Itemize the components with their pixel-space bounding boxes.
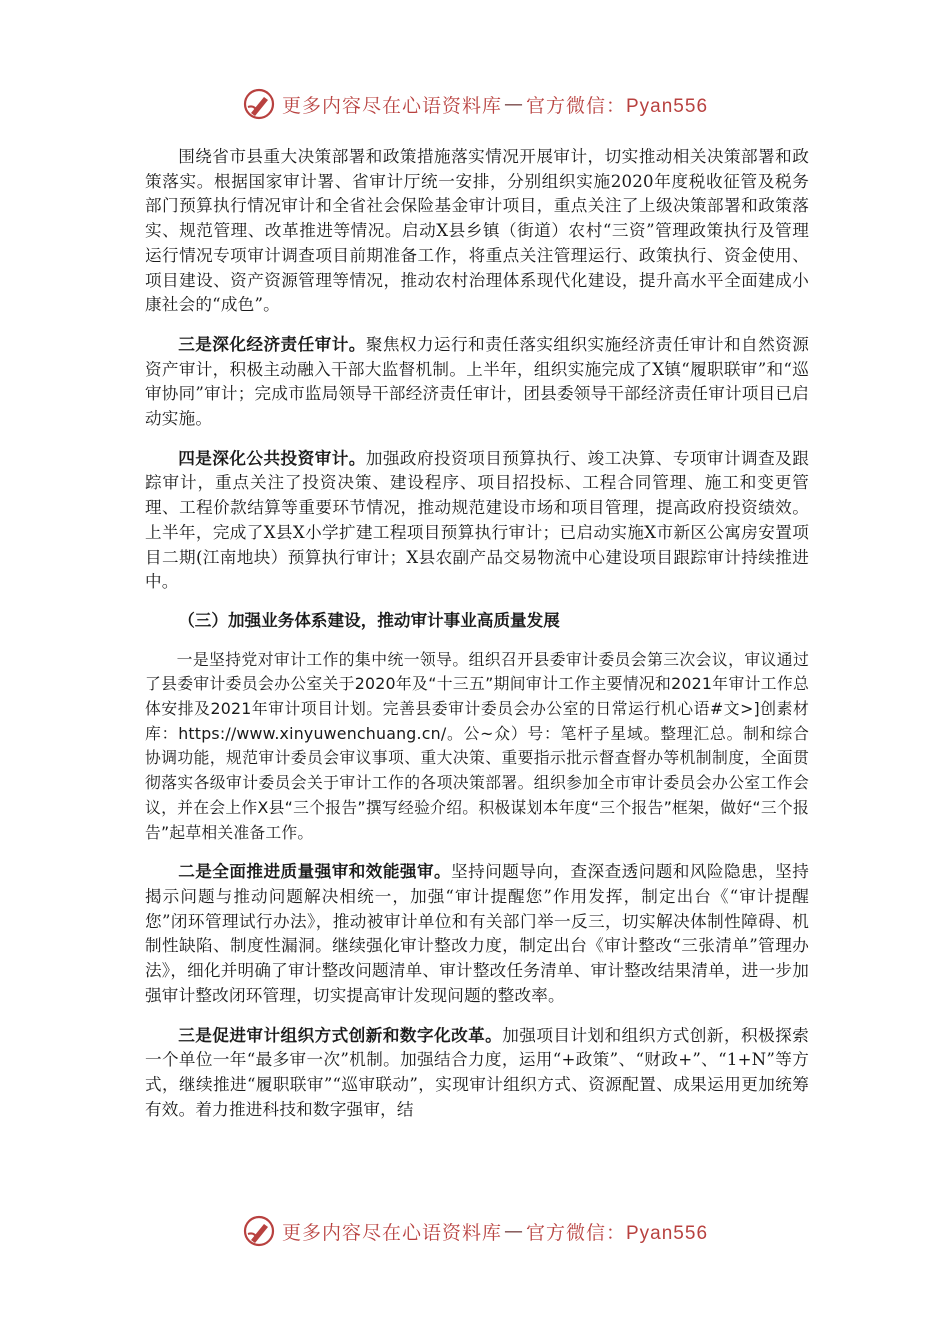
banner-dash: — [504, 1220, 524, 1242]
document-body [145, 145, 809, 1136]
paragraph-3-text: 加强政府投资项目预算执行、竣工决算、专项审计调查及跟踪审计，重点关注了投资决策、建设程序、项目招投标、工程合同管理、施工和变更管理、工程价款结算等重要环节情况，推动规范建设市场和项目管理，提高政府投资绩效。上半年，完成了X县X小学扩建工程项目预算执行审计；已启动实施X市新区公寓房安置项目二期(江南地块）预算执行审计；X县农副产品交易物流中心建设项目跟踪审计持续推进中。 [145, 448, 810, 592]
paragraph-6-text: 加强项目计划和组织方式创新，积极探索一个单位一年“最多审一次”机制。加强结合力度，运用“+政策”、“财政+”、“1+N”等方式，继续推进“履职联审”“巡审联动”，实现审计组织方式、资源配置、成果运用更加统筹有效。着力推进科技和数字强审，结 [145, 1025, 809, 1119]
paragraph-5 [145, 859, 809, 1008]
banner-wechat-text: 官方微信：Pyan556 [526, 95, 709, 117]
banner-dash: — [504, 93, 524, 115]
banner-site-text: 更多内容尽在心语资料库 [281, 1221, 502, 1244]
paragraph-6-lead: 三是促进审计组织方式创新和数字化改革。 [178, 1024, 503, 1045]
paragraph-5-lead: 二是全面推进质量强审和效能强审。 [178, 861, 452, 882]
banner-site-text: 更多内容尽在心语资料库 [281, 94, 502, 117]
paragraph-5-text: 坚持问题导向，查深查透问题和风险隐患，坚持揭示问题与推动问题解决相统一，加强“审计提醒您”作用发挥，制定出台《“审计提醒您”闭环管理试行办法》，推动被审计单位和有关部门举一反三，切实解决体制性障碍、机制性缺陷、制度性漏洞。继续强化审计整改力度，制定出台《审计整改“三张清单”管理办法》，细化并明确了审计整改问题清单、审计整改任务清单、审计整改结果清单，进一步加强审计整改闭环管理，切实提高审计发现问题的整改率。 [145, 862, 810, 1005]
watermark-banner-top [0, 84, 950, 124]
pen-nib-icon [242, 87, 276, 121]
banner-wechat-text: 官方微信：Pyan556 [526, 1222, 709, 1244]
paragraph-2-text: 聚焦权力运行和责任落实组织实施经济责任审计和自然资源资产审计，积极主动融入干部大监督机制。上半年，组织实施完成了X镇“履职联审”和“巡审协同”审计；完成市监局领导干部经济责任审计，团县委领导干部经济责任审计项目已启动实施。 [145, 334, 810, 429]
paragraph-3-lead: 四是深化公共投资审计。 [178, 447, 366, 468]
paragraph-1: 围绕省市县重大决策部署和政策措施落实情况开展审计，切实推动相关决策部署和政策落实。根据国家审计署、省审计厅统一安排，分别组织实施2020年度税收征管及税务部门预算执行情况审计和全省社会保险基金审计项目，重点关注了上级决策部署和政策落实、规范管理、改革推进等情况。启动X县乡镇（街道）农村“三资”管理政策执行及管理运行情况专项审计调查项目前期准备工作，将重点关注管理运行、政策执行、资金使用、项目建设、资产资源管理等情况，推动农村治理体系现代化建设，提升高水平全面建成小康社会的“成色”。 [145, 147, 809, 315]
paragraph-6 [145, 1023, 809, 1123]
watermark-banner-bottom [0, 1211, 950, 1251]
paragraph-3 [145, 446, 809, 595]
paragraph-4: 一是坚持党对审计工作的集中统一领导。组织召开县委审计委员会第三次会议，审议通过了县委审计委员会办公室关于2020年及“十三五”期间审计工作主要情况和2021年审计工作总体安排及2021年审计项目计划。完善县委审计委员会办公室的日常运行机心语#文>]创素材库：https://www.xinyuwenchuang.cn/。公~众）号：笔杆子星域。整理汇总。制和综合协调功能，规范审计委员会审议事项、重大决策、重要指示批示督查督办等机制制度，全面贯彻落实各级审计委员会关于审计工作的各项决策部署。组织参加全市审计委员会办公室工作会议，并在会上作X县“三个报告”撰写经验介绍。积极谋划本年度“三个报告”框架，做好“三个报告”起草相关准备工作。 [145, 649, 809, 842]
section-heading-3: （三）加强业务体系建设，推动审计事业高质量发展 [178, 610, 560, 630]
pen-nib-icon [242, 1214, 276, 1248]
paragraph-2 [145, 332, 809, 432]
paragraph-2-lead: 三是深化经济责任审计。 [178, 333, 366, 354]
